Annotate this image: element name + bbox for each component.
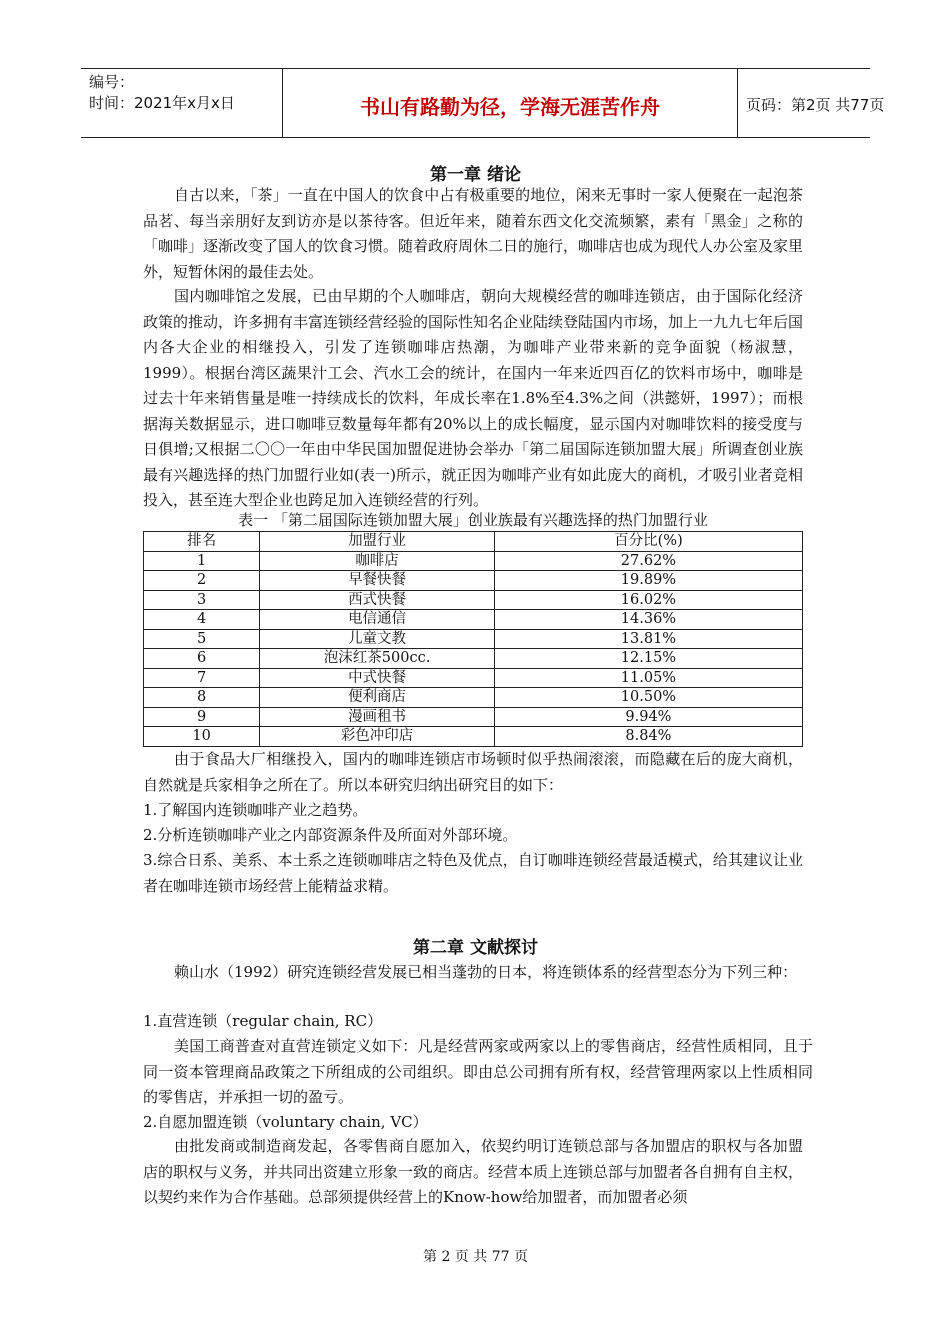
industry-cell: 漫画租书 (260, 707, 495, 727)
rank-cell: 10 (144, 727, 260, 747)
industry-cell: 彩色冲印店 (260, 727, 495, 747)
table-row (144, 571, 803, 591)
objective-item-2: 2.分析连锁咖啡产业之内部资源条件及所面对外部环境。 (143, 826, 518, 844)
header-motto-cell (283, 69, 738, 137)
percent-cell: 19.89% (494, 571, 802, 591)
chapter1-para2: 国内咖啡馆之发展，已由早期的个人咖啡店，朝向大规模经营的咖啡连锁店，由于国际化经济政策的推动，许多拥有丰富连锁经营经验的国际性知名企业陆续登陆国内市场，加上一九九七年后国内各大企业的相继投入，引发了连锁咖啡店热潮，为咖啡产业带来新的竞争面貌（杨淑慧，1999）。根据台湾区蔬果汁工会、汽水工会的统计，在国内一年来近四百亿的饮料市场中，咖啡是过去十年来销售量是唯一持续成长的饮料，年成长率在1.8%至4.3%之间（洪懿妍，1997）；而根据海关数据显示，进口咖啡豆数量每年都有20%以上的成长幅度，显示国内对咖啡饮料的接受度与日俱增;又根据二〇〇一年由中华民国加盟促进协会举办「第二届国际连锁加盟大展」所调查创业族最有兴趣选择的热门加盟行业如(表一)所示，就正因为咖啡产业有如此庞大的商机，才吸引业者竞相投入，甚至连大型企业也跨足加入连锁经营的行列。 (143, 287, 804, 509)
table-caption: 表一 「第二届国际连锁加盟大展」创业族最有兴趣选择的热门加盟行业 (238, 511, 708, 529)
chapter2-item2-body: 由批发商或制造商发起，各零售商自愿加入，依契约明订连锁总部与各加盟店的职权与各加盟店的职权与义务，并共同出资建立形象一致的商店。经营本质上连锁总部与加盟者各自拥有自主权，以契约来作为合作基础。总部须提供经营上的Know-how给加盟者，而加盟者必须 (143, 1137, 804, 1206)
table-row (144, 610, 803, 630)
chapter2-intro: 赖山水（1992）研究连锁经营发展已相当蓬勃的日本，将连锁体系的经营型态分为下列三种： (174, 963, 798, 981)
percent-cell: 11.05% (494, 668, 802, 688)
chapter2-item2-title: 2.自愿加盟连锁（voluntary chain, VC） (143, 1113, 428, 1131)
chapter2-item1-title: 1.直营连锁（regular chain, RC） (143, 1012, 383, 1030)
objective-item-3: 3.综合日系、美系、本土系之连锁咖啡店之特色及优点，自订咖啡连锁经营最适模式，给其建议让业者在咖啡连锁市场经营上能精益求精。 (143, 851, 803, 895)
industry-cell: 泡沫红茶500cc. (260, 649, 495, 669)
rank-cell: 9 (144, 707, 260, 727)
chapter1-para3: 由于食品大厂相继投入，国内的咖啡连锁店市场顿时似乎热闹滚滚，而隐藏在后的庞大商机，自然就是兵家相争之所在了。所以本研究归纳出研究目的如下： (143, 750, 803, 794)
header-meta-cell (81, 69, 283, 137)
header-percent: 百分比(%) (494, 532, 802, 552)
rank-cell: 8 (144, 688, 260, 708)
industry-table (143, 531, 803, 747)
chapter1-para1: 自古以来，「茶」一直在中国人的饮食中占有极重要的地位，闲来无事时一家人便聚在一起泡茶品茗、每当亲朋好友到访亦是以茶待客。但近年来，随着东西文化交流频繁，素有「黑金」之称的「咖啡」逐渐改变了国人的饮食习惯。随着政府周休二日的施行，咖啡店也成为现代人办公室及家里外，短暂休闲的最佳去处。 (143, 186, 804, 281)
time-label: 时间：2021年x月x日 (89, 94, 235, 112)
percent-cell: 16.02% (494, 590, 802, 610)
chapter2-title: 第二章 文献探讨 (413, 938, 538, 958)
table-row (144, 590, 803, 610)
industry-cell: 咖啡店 (260, 551, 495, 571)
industry-cell: 便利商店 (260, 688, 495, 708)
chapter1-title: 第一章 绪论 (430, 165, 521, 185)
industry-cell: 西式快餐 (260, 590, 495, 610)
rank-cell: 7 (144, 668, 260, 688)
page-info: 页码：第2页 共77页 (746, 96, 885, 114)
table-row (144, 688, 803, 708)
table-row (144, 551, 803, 571)
header-page-cell (738, 69, 885, 137)
table-row (144, 629, 803, 649)
rank-cell: 3 (144, 590, 260, 610)
page-footer: 第 2 页 共 77 页 (423, 1249, 528, 1265)
rank-cell: 5 (144, 629, 260, 649)
percent-cell: 9.94% (494, 707, 802, 727)
industry-cell: 儿童文教 (260, 629, 495, 649)
percent-cell: 14.36% (494, 610, 802, 630)
rank-cell: 1 (144, 551, 260, 571)
industry-cell: 电信通信 (260, 610, 495, 630)
header-rank: 排名 (144, 532, 260, 552)
percent-cell: 8.84% (494, 727, 802, 747)
rank-cell: 2 (144, 571, 260, 591)
percent-cell: 13.81% (494, 629, 802, 649)
header-industry: 加盟行业 (260, 532, 495, 552)
document-header (81, 68, 885, 138)
table-header-row (144, 532, 803, 552)
percent-cell: 10.50% (494, 688, 802, 708)
percent-cell: 27.62% (494, 551, 802, 571)
motto: 书山有路勤为径，学海无涯苦作舟 (360, 95, 660, 119)
rank-cell: 4 (144, 610, 260, 630)
number-label: 编号： (89, 73, 135, 91)
table-row (144, 668, 803, 688)
table-row (144, 649, 803, 669)
chapter2-item1-body: 美国工商普查对直营连锁定义如下：凡是经营两家或两家以上的零售商店，经营性质相同，且于同一资本管理商品政策之下所组成的公司组织。即由总公司拥有所有权，经营管理两家以上性质相同的零售店，并承担一切的盈亏。 (143, 1037, 813, 1106)
percent-cell: 12.15% (494, 649, 802, 669)
industry-cell: 早餐快餐 (260, 571, 495, 591)
rank-cell: 6 (144, 649, 260, 669)
table-row (144, 727, 803, 747)
table-row (144, 707, 803, 727)
objective-item-1: 1.了解国内连锁咖啡产业之趋势。 (143, 801, 368, 819)
industry-cell: 中式快餐 (260, 668, 495, 688)
